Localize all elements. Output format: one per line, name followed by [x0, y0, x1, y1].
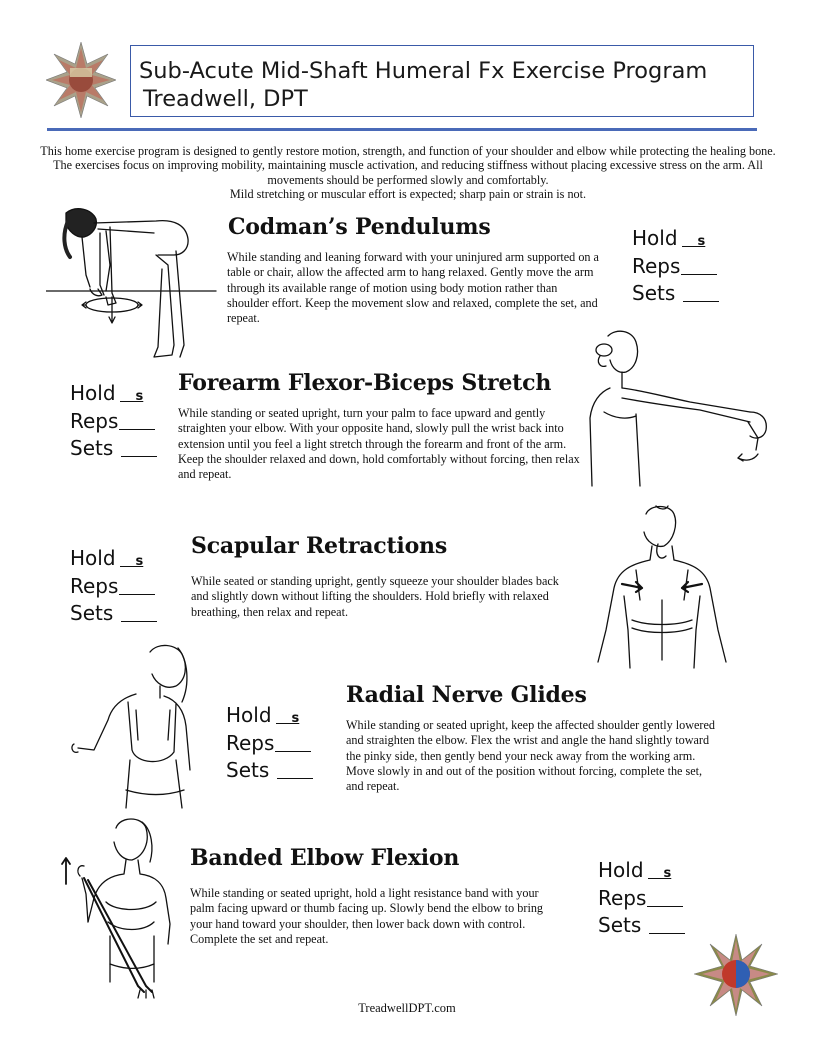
hold-blank — [682, 228, 698, 247]
author-name: Treadwell, DPT — [143, 86, 308, 112]
intro-text: This home exercise program is designed to gently restore motion, strength, and function of your shoulder and elbow while protecting the healing bone. The exercises focus on improving mobility, maintaining muscle activation, and reducing stiffness without placing excessive stress on the arm. All movements should be performed slowly and comfortably. — [40, 144, 776, 187]
forearm-stretch-illustration — [570, 326, 774, 491]
title-box — [130, 45, 754, 117]
sets-label: Sets — [226, 758, 270, 782]
hold-unit: s — [663, 866, 672, 881]
dosage-block — [70, 380, 157, 463]
reps-label: Reps — [598, 885, 647, 910]
hold-blank — [648, 860, 664, 879]
reps-blank — [647, 888, 683, 907]
dosage-block — [226, 702, 313, 785]
exercise-description: While standing and leaning forward with your uninjured arm supported on a table or chair, allow the affected arm to hang relaxed. Gently move the arm through its available range of motion using body motion rather than shoulder effort. Keep the movement slow and relaxed, complete the set, and repeat. — [227, 250, 599, 326]
hold-blank — [120, 548, 136, 567]
hold-unit: s — [697, 234, 706, 249]
hold-blank — [276, 705, 292, 724]
reps-blank — [119, 411, 155, 430]
sets-label: Sets — [70, 601, 114, 625]
exercise-title: Scapular Retractions — [191, 533, 448, 559]
exercise-title: Radial Nerve Glides — [346, 682, 587, 708]
sets-label: Sets — [598, 913, 642, 937]
exercise-description: While standing or seated upright, turn your palm to face upward and gently straighten your elbow. With your opposite hand, slowly pull the wrist back into extension until you feel a light stretch through the forearm and front of the arm. Keep the shoulder relaxed and down, hold comfortably without forcing, then relax and repeat. — [178, 406, 580, 482]
hold-unit: s — [135, 389, 144, 404]
clinic-logo-top — [46, 42, 116, 118]
hold-unit: s — [291, 711, 300, 726]
dosage-block — [70, 545, 157, 628]
hold-blank — [120, 383, 136, 402]
exercise-description: While standing or seated upright, hold a light resistance band with your palm facing upward or thumb facing up. Slowly bend the elbow to bring your hand toward your shoulder, then lower back down with control. Complete the set and repeat. — [190, 886, 544, 946]
scapular-retraction-illustration — [588, 500, 736, 670]
hold-label: Hold — [70, 381, 116, 405]
sets-blank — [649, 915, 685, 934]
hold-label: Hold — [226, 703, 272, 727]
exercise-title: Banded Elbow Flexion — [190, 845, 460, 871]
sets-blank — [683, 283, 719, 302]
reps-label: Reps — [70, 573, 119, 598]
header-divider — [47, 128, 757, 131]
exercise-title: Forearm Flexor-Biceps Stretch — [178, 370, 552, 396]
hold-label: Hold — [598, 858, 644, 882]
reps-label: Reps — [70, 408, 119, 433]
reps-label: Reps — [226, 730, 275, 755]
hold-label: Hold — [632, 226, 678, 250]
codman-pendulum-illustration — [46, 205, 221, 363]
exercise-description: While standing or seated upright, keep the affected shoulder gently lowered and straighten the elbow. Flex the wrist and angle the hand slightly toward the pinky side, then gently bend your neck away from the working arm. Move slowly in and out of the position without forcing, complete the set, and repeat. — [346, 718, 715, 794]
intro-paragraph — [40, 144, 776, 202]
sets-blank — [121, 438, 157, 457]
dosage-block — [632, 225, 719, 308]
hold-label: Hold — [70, 546, 116, 570]
sets-blank — [277, 760, 313, 779]
reps-label: Reps — [632, 253, 681, 278]
sets-blank — [121, 603, 157, 622]
sets-label: Sets — [632, 281, 676, 305]
reps-blank — [119, 576, 155, 595]
sets-label: Sets — [70, 436, 114, 460]
intro-note: Mild stretching or muscular effort is expected; sharp pain or strain is not. — [229, 187, 587, 202]
exercise-title: Codman’s Pendulums — [228, 214, 491, 240]
banded-elbow-flexion-illustration — [58, 814, 188, 1000]
page-title: Sub-Acute Mid-Shaft Humeral Fx Exercise Program — [139, 58, 708, 84]
exercise-description: While seated or standing upright, gently squeeze your shoulder blades back and slightly down without lifting the shoulders. Hold briefly with relaxed breathing, then relax and repeat. — [191, 574, 559, 619]
footer-website: TreadwellDPT.com — [358, 1001, 456, 1015]
hold-unit: s — [135, 554, 144, 569]
reps-blank — [275, 733, 311, 752]
reps-blank — [681, 256, 717, 275]
clinic-logo-bottom — [694, 934, 778, 1016]
radial-nerve-glide-illustration — [66, 640, 226, 810]
dosage-block — [598, 857, 685, 940]
